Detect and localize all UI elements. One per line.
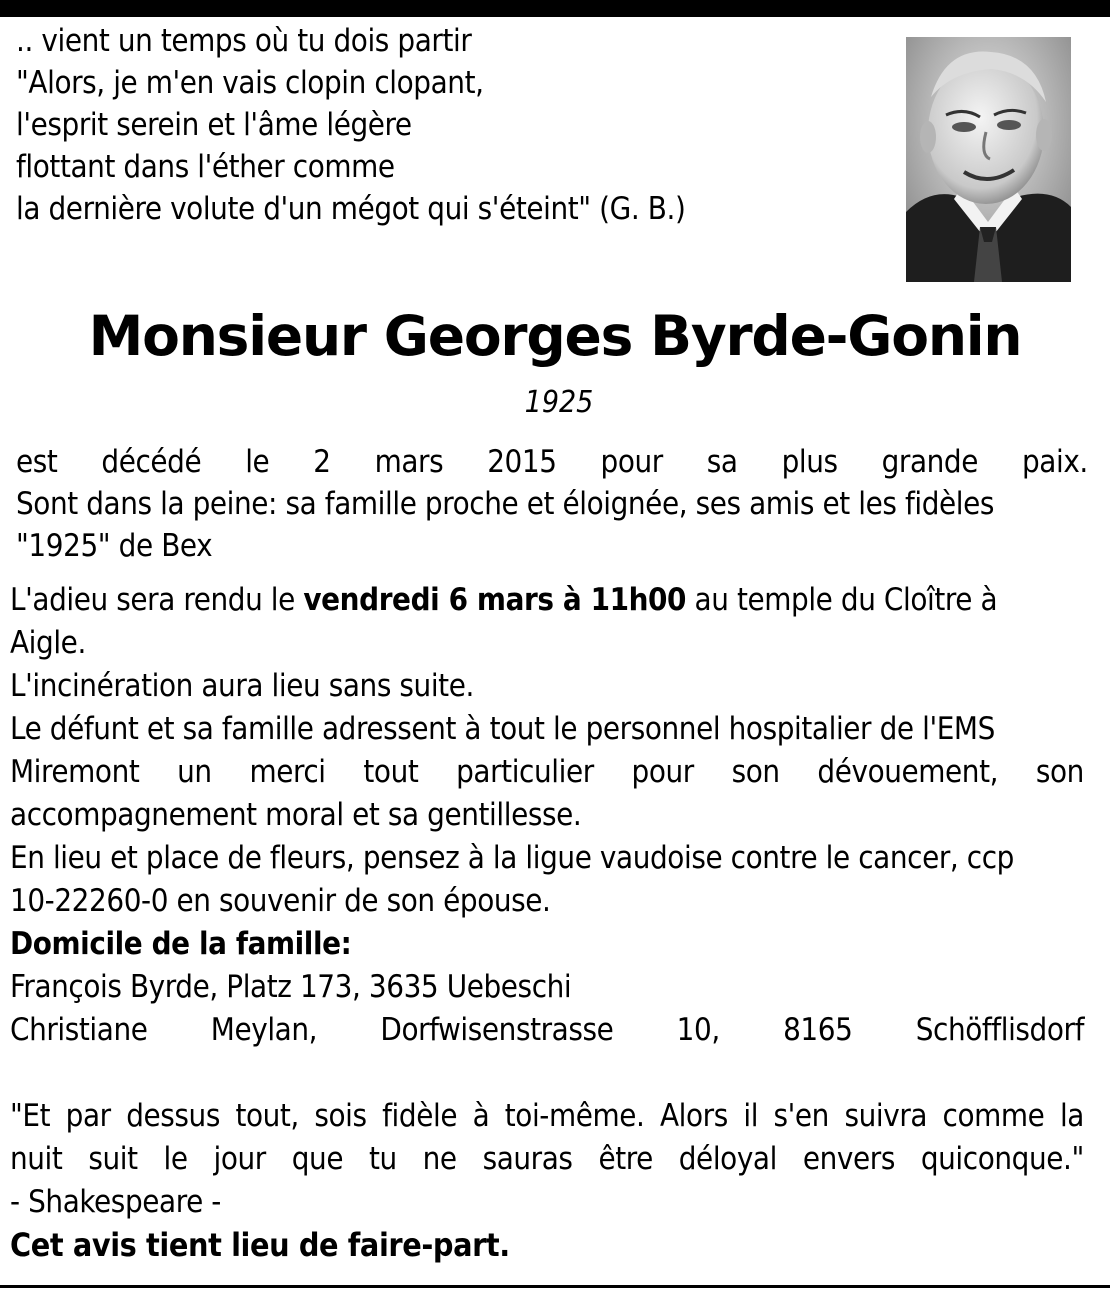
opening-poem [16, 20, 886, 230]
word: son [731, 754, 780, 790]
word: comme [942, 1098, 1045, 1134]
word: son [1035, 754, 1084, 790]
word: être [598, 1141, 653, 1177]
word: tout [363, 754, 419, 790]
farewell-place: au temple du Cloître à [686, 582, 998, 618]
word: Miremont [10, 754, 140, 790]
word: 10, [676, 1012, 720, 1048]
word: que [291, 1141, 344, 1177]
word: merci [249, 754, 326, 790]
word: sois [314, 1098, 367, 1134]
word: tout, [235, 1098, 299, 1134]
thanks-line: Le défunt et sa famille adressent à tout le personnel hospitalier de l'EMS [10, 711, 995, 747]
farewell-town: Aigle. [10, 625, 86, 661]
word: nuit [10, 1141, 63, 1177]
announcement-line [16, 441, 1088, 483]
word: sa [706, 444, 738, 480]
word: Meylan, [210, 1012, 318, 1048]
family-address [10, 1009, 1084, 1052]
word: s'en [773, 1098, 829, 1134]
word: le [163, 1141, 188, 1177]
mourners-line: "1925" de Bex [16, 528, 213, 564]
ceremony-details [10, 579, 1084, 1267]
word: le [245, 444, 270, 480]
poem-line: .. vient un temps où tu dois partir [16, 23, 472, 59]
word: déloyal [678, 1141, 777, 1177]
word: un [177, 754, 212, 790]
thanks-line [10, 751, 1084, 794]
thanks-line: accompagnement moral et sa gentillesse. [10, 797, 582, 833]
word: Christiane [10, 1012, 148, 1048]
word: 2015 [487, 444, 557, 480]
top-border [0, 0, 1110, 17]
bottom-border [0, 1285, 1110, 1288]
word: plus [781, 444, 838, 480]
portrait-photo [906, 37, 1071, 282]
word: fidèle [382, 1098, 458, 1134]
word: tu [368, 1141, 397, 1177]
word: suit [88, 1141, 138, 1177]
word: par [65, 1098, 111, 1134]
word: sauras [482, 1141, 573, 1177]
closing-note: Cet avis tient lieu de faire-part. [10, 1226, 510, 1264]
poem-line: l'esprit serein et l'âme légère [16, 107, 412, 143]
word: particulier [456, 754, 594, 790]
farewell-line [10, 579, 1084, 622]
word: décédé [101, 444, 202, 480]
death-announcement [16, 441, 1088, 567]
word: à [472, 1098, 490, 1134]
birth-year: 1925 [524, 385, 594, 420]
family-heading: Domicile de la famille: [10, 926, 352, 962]
word: il [743, 1098, 759, 1134]
word: dévouement, [817, 754, 999, 790]
word: grande [881, 444, 979, 480]
deceased-name: Monsieur Georges Byrde-Gonin [88, 304, 1022, 368]
family-address: François Byrde, Platz 173, 3635 Uebeschi [10, 969, 572, 1005]
word: quiconque." [920, 1141, 1084, 1177]
word: jour [213, 1141, 266, 1177]
word: Alors [659, 1098, 728, 1134]
word: paix. [1021, 444, 1088, 480]
donation-line: 10-22260-0 en souvenir de son épouse. [10, 883, 551, 919]
quote-attribution: - Shakespeare - [10, 1184, 221, 1220]
word: suivra [844, 1098, 928, 1134]
word: Dorfwisenstrasse [380, 1012, 614, 1048]
quote-line [10, 1138, 1084, 1181]
mourners-line: Sont dans la peine: sa famille proche et éloignée, ses amis et les fidèles [16, 486, 995, 522]
word: Schöfflisdorf [915, 1012, 1084, 1048]
word: "Et [10, 1098, 51, 1134]
farewell-date: vendredi 6 mars à 11h00 [303, 582, 687, 618]
donation-line: En lieu et place de fleurs, pensez à la ligue vaudoise contre le cancer, ccp [10, 840, 1014, 876]
word: 8165 [783, 1012, 853, 1048]
word: la [1059, 1098, 1084, 1134]
word: toi-même. [504, 1098, 645, 1134]
word: pour [631, 754, 694, 790]
poem-line: la dernière volute d'un mégot qui s'éteint" (G. B.) [16, 191, 686, 227]
quote-line [10, 1095, 1084, 1138]
word: est [16, 444, 58, 480]
poem-line: flottant dans l'éther comme [16, 149, 395, 185]
word: dessus [126, 1098, 220, 1134]
poem-line: "Alors, je m'en vais clopin clopant, [16, 65, 484, 101]
incineration-note: L'incinération aura lieu sans suite. [10, 668, 474, 704]
word: ne [422, 1141, 457, 1177]
word: envers [802, 1141, 895, 1177]
word: pour [600, 444, 663, 480]
spacer [10, 1052, 1084, 1095]
word: 2 [313, 444, 331, 480]
word: mars [374, 444, 444, 480]
farewell-intro: L'adieu sera rendu le [10, 582, 304, 618]
